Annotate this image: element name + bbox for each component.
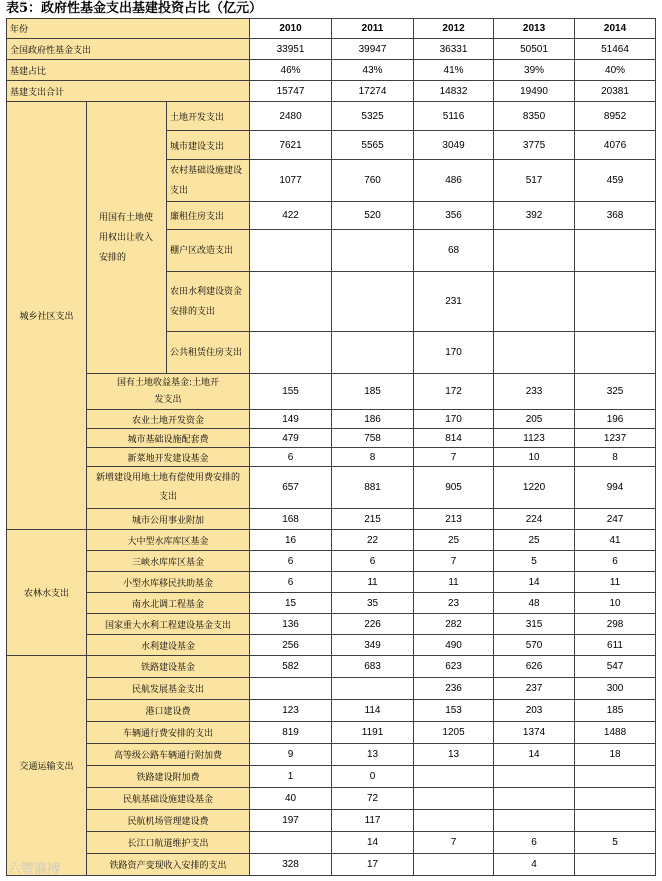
cell-value: 5 — [494, 551, 575, 572]
cell-value: 14 — [494, 744, 575, 766]
cell-value — [332, 332, 414, 374]
cell-value: 881 — [332, 467, 414, 509]
cell-value: 136 — [250, 614, 332, 635]
row-label: 民航基础设施建设基金 — [87, 788, 250, 810]
cell-value: 300 — [575, 678, 656, 700]
cell-value: 0 — [332, 766, 414, 788]
cell-value — [575, 272, 656, 332]
table-row — [7, 722, 656, 744]
cell-value: 41 — [575, 530, 656, 551]
summary-row — [7, 60, 656, 81]
cell-value: 50501 — [494, 39, 575, 60]
cell-value: 19490 — [494, 81, 575, 102]
cell-value: 905 — [414, 467, 494, 509]
row-label: 土地开发支出 — [167, 102, 250, 131]
cell-value: 315 — [494, 614, 575, 635]
cell-value: 14 — [494, 572, 575, 593]
cell-value: 170 — [414, 332, 494, 374]
group-label-urban: 城乡社区支出 — [7, 102, 87, 530]
year-header: 2013 — [494, 19, 575, 39]
row-label: 水利建设基金 — [87, 635, 250, 656]
row-label: 基建占比 — [7, 60, 250, 81]
cell-value: 486 — [414, 160, 494, 202]
cell-value: 36331 — [414, 39, 494, 60]
row-label: 廉租住房支出 — [167, 202, 250, 230]
cell-value — [575, 810, 656, 832]
cell-value: 1374 — [494, 722, 575, 744]
cell-value: 123 — [250, 700, 332, 722]
cell-value: 46% — [250, 60, 332, 81]
cell-value — [494, 272, 575, 332]
cell-value: 7 — [414, 448, 494, 467]
cell-value: 8 — [575, 448, 656, 467]
table-row — [7, 374, 656, 410]
table-row — [7, 410, 656, 429]
cell-value: 6 — [250, 551, 332, 572]
cell-value: 14 — [332, 832, 414, 854]
cell-value — [575, 854, 656, 876]
cell-value: 237 — [494, 678, 575, 700]
cell-value: 10 — [494, 448, 575, 467]
cell-value: 11 — [332, 572, 414, 593]
cell-value: 6 — [494, 832, 575, 854]
cell-value: 3775 — [494, 131, 575, 160]
cell-value: 196 — [575, 410, 656, 429]
table-row — [7, 572, 656, 593]
cell-value: 172 — [414, 374, 494, 410]
cell-value — [414, 788, 494, 810]
subgroup-label-land: 用国有土地使用权出让收入安排的 — [87, 102, 167, 374]
cell-value: 35 — [332, 593, 414, 614]
cell-value: 623 — [414, 656, 494, 678]
table-row — [7, 102, 656, 131]
row-label: 国家重大水利工程建设基金支出 — [87, 614, 250, 635]
cell-value: 1077 — [250, 160, 332, 202]
cell-value: 356 — [414, 202, 494, 230]
cell-value: 149 — [250, 410, 332, 429]
row-label: 棚户区改造支出 — [167, 230, 250, 272]
cell-value: 657 — [250, 467, 332, 509]
cell-value: 15747 — [250, 81, 332, 102]
cell-value: 3049 — [414, 131, 494, 160]
cell-value: 168 — [250, 509, 332, 530]
cell-value: 7 — [414, 551, 494, 572]
cell-value: 13 — [332, 744, 414, 766]
cell-value: 2480 — [250, 102, 332, 131]
cell-value: 10 — [575, 593, 656, 614]
cell-value: 170 — [414, 410, 494, 429]
cell-value: 22 — [332, 530, 414, 551]
cell-value: 1488 — [575, 722, 656, 744]
row-label: 大中型水库库区基金 — [87, 530, 250, 551]
cell-value: 205 — [494, 410, 575, 429]
cell-value: 186 — [332, 410, 414, 429]
cell-value: 325 — [575, 374, 656, 410]
cell-value: 479 — [250, 429, 332, 448]
cell-value — [250, 678, 332, 700]
cell-value: 18 — [575, 744, 656, 766]
cell-value: 7 — [414, 832, 494, 854]
table-row — [7, 854, 656, 876]
summary-row — [7, 39, 656, 60]
cell-value: 197 — [250, 810, 332, 832]
cell-value: 520 — [332, 202, 414, 230]
cell-value: 547 — [575, 656, 656, 678]
row-label: 长江口航道维护支出 — [87, 832, 250, 854]
cell-value: 155 — [250, 374, 332, 410]
cell-value: 153 — [414, 700, 494, 722]
cell-value: 1 — [250, 766, 332, 788]
cell-value — [494, 766, 575, 788]
cell-value: 117 — [332, 810, 414, 832]
row-label: 新菜地开发建设基金 — [87, 448, 250, 467]
cell-value: 6 — [250, 448, 332, 467]
cell-value: 5325 — [332, 102, 414, 131]
year-header: 2011 — [332, 19, 414, 39]
cell-value: 14832 — [414, 81, 494, 102]
year-header: 2014 — [575, 19, 656, 39]
row-label: 南水北调工程基金 — [87, 593, 250, 614]
cell-value: 626 — [494, 656, 575, 678]
cell-value: 203 — [494, 700, 575, 722]
cell-value: 298 — [575, 614, 656, 635]
group-label-water: 农林水支出 — [7, 530, 87, 656]
cell-value — [250, 230, 332, 272]
cell-value: 185 — [575, 700, 656, 722]
table-row — [7, 678, 656, 700]
cell-value: 226 — [332, 614, 414, 635]
fund-expenditure-table — [6, 18, 656, 876]
cell-value: 233 — [494, 374, 575, 410]
cell-value: 51464 — [575, 39, 656, 60]
row-label: 城市建设支出 — [167, 131, 250, 160]
cell-value: 422 — [250, 202, 332, 230]
cell-value: 23 — [414, 593, 494, 614]
cell-value: 48 — [494, 593, 575, 614]
cell-value: 11 — [575, 572, 656, 593]
cell-value: 25 — [414, 530, 494, 551]
cell-value: 760 — [332, 160, 414, 202]
row-label: 农业土地开发资金 — [87, 410, 250, 429]
cell-value: 15 — [250, 593, 332, 614]
row-label: 铁路资产变现收入安排的支出 — [87, 854, 250, 876]
cell-value: 8952 — [575, 102, 656, 131]
table-row — [7, 635, 656, 656]
cell-value — [575, 788, 656, 810]
cell-value: 256 — [250, 635, 332, 656]
year-header: 2010 — [250, 19, 332, 39]
row-label: 铁路建设附加费 — [87, 766, 250, 788]
cell-value: 215 — [332, 509, 414, 530]
cell-value: 13 — [414, 744, 494, 766]
cell-value: 392 — [494, 202, 575, 230]
watermark: 六豐瀛搏 — [8, 862, 61, 877]
cell-value: 758 — [332, 429, 414, 448]
cell-value — [414, 854, 494, 876]
table-title: 表5：政府性基金支出基建投资占比（亿元） — [6, 1, 263, 16]
cell-value — [250, 332, 332, 374]
cell-value: 4076 — [575, 131, 656, 160]
row-label: 三峡水库库区基金 — [87, 551, 250, 572]
table-row — [7, 530, 656, 551]
cell-value: 40% — [575, 60, 656, 81]
row-label: 港口建设费 — [87, 700, 250, 722]
cell-value: 8 — [332, 448, 414, 467]
row-label: 小型水库移民扶助基金 — [87, 572, 250, 593]
table-row — [7, 593, 656, 614]
cell-value: 1205 — [414, 722, 494, 744]
row-label: 农村基础设施建设支出 — [167, 160, 250, 202]
cell-value — [494, 810, 575, 832]
cell-value: 5565 — [332, 131, 414, 160]
cell-value: 16 — [250, 530, 332, 551]
cell-value: 68 — [414, 230, 494, 272]
row-label: 城市公用事业附加 — [87, 509, 250, 530]
row-label: 车辆通行费安排的支出 — [87, 722, 250, 744]
cell-value: 114 — [332, 700, 414, 722]
table-row — [7, 551, 656, 572]
cell-value: 20381 — [575, 81, 656, 102]
cell-value — [575, 766, 656, 788]
cell-value — [494, 332, 575, 374]
row-label: 民航机场管理建设费 — [87, 810, 250, 832]
cell-value: 33951 — [250, 39, 332, 60]
table-row — [7, 467, 656, 509]
cell-value — [575, 332, 656, 374]
summary-row — [7, 81, 656, 102]
cell-value: 349 — [332, 635, 414, 656]
row-label: 农田水利建设资金安排的支出 — [167, 272, 250, 332]
cell-value: 185 — [332, 374, 414, 410]
table-row — [7, 429, 656, 448]
row-label: 民航发展基金支出 — [87, 678, 250, 700]
cell-value: 41% — [414, 60, 494, 81]
cell-value: 7621 — [250, 131, 332, 160]
cell-value: 328 — [250, 854, 332, 876]
cell-value: 5 — [575, 832, 656, 854]
row-label: 全国政府性基金支出 — [7, 39, 250, 60]
cell-value: 819 — [250, 722, 332, 744]
row-label: 新增建设用地土地有偿使用费安排的支出 — [87, 467, 250, 509]
cell-value: 1123 — [494, 429, 575, 448]
table-row — [7, 832, 656, 854]
cell-value: 490 — [414, 635, 494, 656]
cell-value — [414, 766, 494, 788]
cell-value: 683 — [332, 656, 414, 678]
cell-value: 213 — [414, 509, 494, 530]
cell-value: 72 — [332, 788, 414, 810]
cell-value: 9 — [250, 744, 332, 766]
group-label-transport: 交通运输支出 — [7, 656, 87, 876]
cell-value: 459 — [575, 160, 656, 202]
cell-value — [332, 230, 414, 272]
row-label: 基建支出合计 — [7, 81, 250, 102]
cell-value — [575, 230, 656, 272]
table-row — [7, 744, 656, 766]
cell-value: 4 — [494, 854, 575, 876]
cell-value — [250, 832, 332, 854]
cell-value — [332, 272, 414, 332]
cell-value: 25 — [494, 530, 575, 551]
table-row — [7, 810, 656, 832]
cell-value: 231 — [414, 272, 494, 332]
cell-value: 8350 — [494, 102, 575, 131]
cell-value — [414, 810, 494, 832]
table-row — [7, 766, 656, 788]
cell-value: 1237 — [575, 429, 656, 448]
cell-value: 517 — [494, 160, 575, 202]
header-row — [7, 19, 656, 39]
cell-value: 6 — [332, 551, 414, 572]
year-header: 2012 — [414, 19, 494, 39]
cell-value: 39% — [494, 60, 575, 81]
cell-value: 1191 — [332, 722, 414, 744]
cell-value: 570 — [494, 635, 575, 656]
table-row — [7, 788, 656, 810]
table-row — [7, 656, 656, 678]
table-row — [7, 448, 656, 467]
cell-value: 282 — [414, 614, 494, 635]
row-label: 城市基础设施配套费 — [87, 429, 250, 448]
cell-value: 5116 — [414, 102, 494, 131]
cell-value: 6 — [250, 572, 332, 593]
cell-value: 43% — [332, 60, 414, 81]
cell-value — [494, 788, 575, 810]
header-label: 年份 — [7, 19, 250, 39]
cell-value: 1220 — [494, 467, 575, 509]
cell-value: 17 — [332, 854, 414, 876]
cell-value: 611 — [575, 635, 656, 656]
table-row — [7, 509, 656, 530]
cell-value: 40 — [250, 788, 332, 810]
cell-value — [494, 230, 575, 272]
cell-value: 994 — [575, 467, 656, 509]
cell-value: 236 — [414, 678, 494, 700]
cell-value: 247 — [575, 509, 656, 530]
cell-value — [250, 272, 332, 332]
cell-value: 6 — [575, 551, 656, 572]
cell-value: 17274 — [332, 81, 414, 102]
cell-value: 814 — [414, 429, 494, 448]
row-label: 铁路建设基金 — [87, 656, 250, 678]
table-row — [7, 700, 656, 722]
cell-value: 582 — [250, 656, 332, 678]
cell-value: 224 — [494, 509, 575, 530]
cell-value: 368 — [575, 202, 656, 230]
row-label: 国有土地收益基金:土地开发支出 — [87, 374, 250, 410]
cell-value — [332, 678, 414, 700]
cell-value: 11 — [414, 572, 494, 593]
row-label: 公共租赁住房支出 — [167, 332, 250, 374]
row-label: 高等级公路车辆通行附加费 — [87, 744, 250, 766]
table-row — [7, 614, 656, 635]
cell-value: 39947 — [332, 39, 414, 60]
